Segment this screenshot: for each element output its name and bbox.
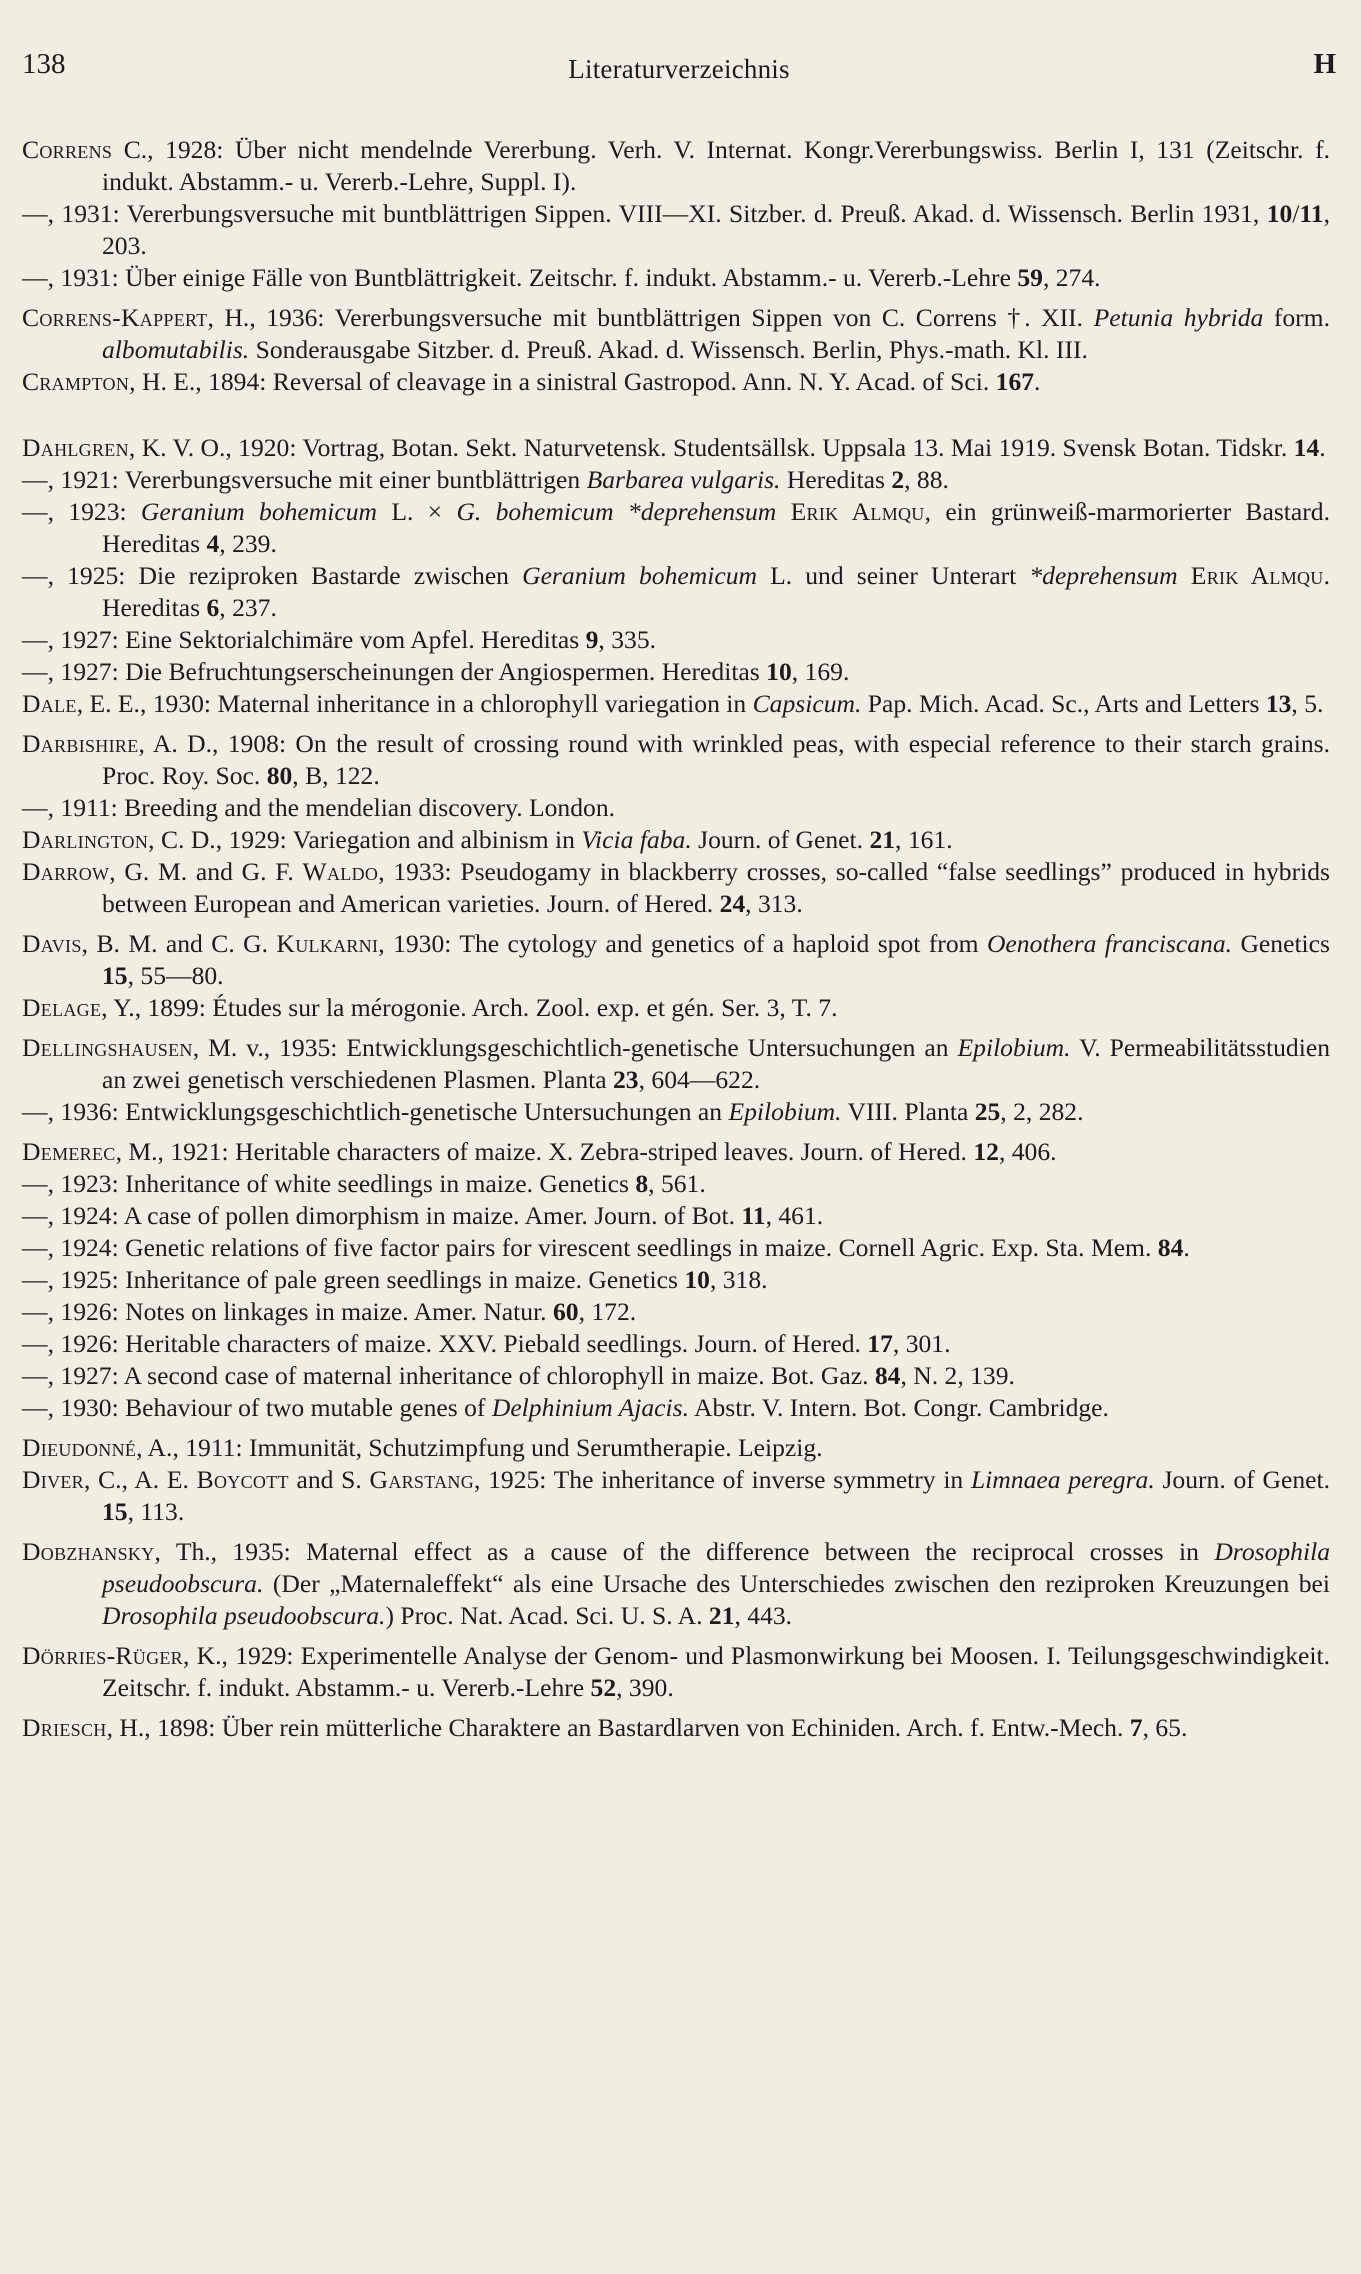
citation-text: , 113. [127, 1497, 185, 1526]
volume-number: 11 [741, 1201, 766, 1230]
citation-text: —, 1927: Die Befruchtungserscheinungen der Angiospermen. Hereditas [22, 657, 767, 686]
citation-text: , H., 1898: Über rein mütterliche Charaktere an Bastardlarven von Echiniden. Arch. f. Entw.-Mech. [106, 1713, 1130, 1742]
reference-entry [22, 1296, 1330, 1328]
reference-entry [22, 1136, 1330, 1168]
citation-text: , 406. [998, 1137, 1057, 1166]
citation-text: V. Permeabilitätsstudien an zwei genetisch verschiedenen Plasmen. Planta [102, 1033, 1330, 1094]
volume-number: 10 [1266, 199, 1293, 228]
volume-number: 6 [206, 593, 220, 622]
citation-text: —, 1931: Vererbungsversuche mit buntblättrigen Sippen. VIII—XI. Sitzber. d. Preuß. Akad. d. Wissensch. Berlin 1931, [22, 199, 1267, 228]
author-name: Dörries-Rüger [22, 1641, 183, 1670]
citation-text: . [1183, 1233, 1190, 1262]
author-name: Dale [22, 689, 77, 718]
citation-text: L. × [377, 497, 457, 526]
reference-entry [22, 1168, 1330, 1200]
citation-text: , 274. [1042, 263, 1101, 292]
citation-text: Abstr. V. Intern. Bot. Congr. Cambridge. [689, 1393, 1109, 1422]
volume-number: 14 [1293, 433, 1320, 462]
italic-text: Oenothera franciscana. [986, 929, 1233, 958]
volume-number: 15 [102, 961, 128, 990]
citation-text: , 443. [734, 1601, 793, 1630]
author-name: Demerec [22, 1137, 116, 1166]
citation-text: , 2, 282. [1000, 1097, 1084, 1126]
reference-entry [22, 928, 1330, 992]
citation-text: , C., A. E. [83, 1465, 197, 1494]
italic-text: albomutabilis. [102, 335, 250, 364]
author-name: Darrow [22, 857, 110, 886]
citation-text: —, 1923: Inheritance of white seedlings in maize. Genetics [22, 1169, 636, 1198]
reference-entry [22, 1232, 1330, 1264]
reference-entry [22, 560, 1330, 624]
citation-text: , B. M. and C. G. [81, 929, 277, 958]
reference-entry [22, 824, 1330, 856]
volume-number: 21 [869, 825, 896, 854]
volume-number: 60 [552, 1297, 579, 1326]
citation-text: , E. E., 1930: Maternal inheritance in a chlorophyll variegation in [76, 689, 753, 718]
page-number: 138 [22, 48, 66, 80]
section-letter: H [1313, 48, 1336, 80]
reference-entry [22, 1432, 1330, 1464]
italic-text: Drosophila pseudoobscura. [102, 1601, 386, 1630]
citation-text: , A., 1911: Immunität, Schutzimpfung und Serumtherapie. Leipzig. [136, 1433, 823, 1462]
citation-text: , 335. [598, 625, 657, 654]
citation-text: L. und seiner Unterart [756, 561, 1030, 590]
author-name: Garstang [369, 1465, 474, 1494]
citation-text: Sonderausgabe Sitzber. d. Preuß. Akad. d. Wissensch. Berlin, Phys.-math. Kl. III. [249, 335, 1088, 364]
citation-text: , 161. [895, 825, 953, 854]
citation-text: / [1292, 199, 1300, 228]
citation-text: —, 1927: Eine Sektorialchimäre vom Apfel. Hereditas [22, 625, 586, 654]
volume-number: 52 [590, 1673, 617, 1702]
citation-text: . Hereditas [102, 561, 1330, 622]
author-name: Crampton [22, 367, 130, 396]
citation-text: —, 1927: A second case of maternal inheritance of chlorophyll in maize. Bot. Gaz. [22, 1361, 875, 1390]
italic-text: G. bohemicum *deprehensum [456, 497, 777, 526]
page-header [22, 48, 1336, 92]
citation-text: —, 1925: Inheritance of pale green seedlings in maize. Genetics [22, 1265, 685, 1294]
author-name: Darbishire [22, 729, 139, 758]
reference-entry [22, 432, 1330, 464]
citation-text: —, 1924: A case of pollen dimorphism in maize. Amer. Journ. of Bot. [22, 1201, 742, 1230]
reference-entry [22, 728, 1330, 792]
citation-text: C., 1928: Über nicht mendelnde Vererbung. Verh. V. Internat. Kongr.Vererbungswiss. Berlin I, 131 (Zeitschr. f. indukt. Abstamm.- u. Vererb.-Lehre, Suppl. I). [102, 135, 1330, 196]
citation-text: —, 1931: Über einige Fälle von Buntblättrigkeit. Zeitschr. f. indukt. Abstamm.- u. Vererb.-Lehre [22, 263, 1018, 292]
citation-text: , K. V. O., 1920: Vortrag, Botan. Sekt. Naturvetensk. Studentsällsk. Uppsala 13. Mai 1919. Svensk Botan. Tidskr. [128, 433, 1294, 462]
italic-text: Epilobium. [957, 1033, 1071, 1062]
reference-entry [22, 688, 1330, 720]
citation-text: —, 1926: Notes on linkages in maize. Amer. Natur. [22, 1297, 553, 1326]
citation-text: and S. [288, 1465, 370, 1494]
author-name: Darlington [22, 825, 149, 854]
bibliography-list [22, 134, 1330, 1744]
italic-text: Vicia faba. [581, 825, 692, 854]
citation-text: Journ. of Genet. [691, 825, 870, 854]
reference-entry [22, 1328, 1330, 1360]
reference-entry [22, 624, 1330, 656]
author-name: Erik Almqu [790, 497, 925, 526]
citation-text: , 604—622. [638, 1065, 761, 1094]
author-name: Dieudonné [22, 1433, 137, 1462]
citation-text: Journ. of Genet. [1154, 1465, 1330, 1494]
citation-text: —, 1911: Breeding and the mendelian discovery. London. [22, 793, 616, 822]
volume-number: 11 [1299, 199, 1324, 228]
volume-number: 13 [1265, 689, 1292, 718]
reference-entry [22, 262, 1330, 294]
citation-text: , G. M. and G. F. [109, 857, 303, 886]
reference-entry [22, 1032, 1330, 1096]
citation-text: , ein grünweiß-marmorierter Bastard. Hereditas [102, 497, 1330, 558]
volume-number: 25 [974, 1097, 1001, 1126]
citation-text: , K., 1929: Experimentelle Analyse der Genom- und Plasmonwirkung bei Moosen. I. Teilungsgeschwindigkeit. Zeitschr. f. indukt. Abstamm.- u. Vererb.-Lehre [102, 1641, 1330, 1702]
volume-number: 10 [684, 1265, 710, 1294]
reference-entry [22, 1096, 1330, 1128]
author-name: Erik Almqu [1190, 561, 1324, 590]
author-name: Correns [22, 135, 113, 164]
citation-text: Genetics [1232, 929, 1330, 958]
citation-text: . [1319, 433, 1326, 462]
italic-text: Delphinium Ajacis. [491, 1393, 689, 1422]
author-name: Davis [22, 929, 82, 958]
citation-text: , 237. [219, 593, 277, 622]
italic-text: *deprehensum [1029, 561, 1178, 590]
citation-text: . [1034, 367, 1041, 396]
citation-text: , 1930: The cytology and genetics of a haploid spot from [378, 929, 987, 958]
citation-text: , B, 122. [292, 761, 380, 790]
author-name: Correns-Kappert [22, 303, 208, 332]
volume-number: 4 [206, 529, 220, 558]
citation-text: VIII. Planta [841, 1097, 975, 1126]
volume-number: 24 [719, 889, 746, 918]
reference-entry [22, 992, 1330, 1024]
reference-entry [22, 656, 1330, 688]
citation-text: , 5. [1291, 689, 1324, 718]
volume-number: 59 [1017, 263, 1043, 292]
author-name: Delage [22, 993, 102, 1022]
reference-entry [22, 464, 1330, 496]
citation-text: , 203. [102, 199, 1330, 260]
italic-text: Drosophila pseudoobscura. [102, 1537, 1330, 1598]
volume-number: 10 [766, 657, 792, 686]
reference-entry [22, 1392, 1330, 1424]
citation-text: —, 1936: Entwicklungsgeschichtlich-genetische Untersuchungen an [22, 1097, 729, 1126]
volume-number: 84 [874, 1361, 901, 1390]
citation-text: , 55—80. [127, 961, 224, 990]
volume-number: 7 [1129, 1713, 1143, 1742]
citation-text: Hereditas [780, 465, 892, 494]
running-title: Literaturverzeichnis [568, 54, 790, 84]
citation-text: , 239. [219, 529, 277, 558]
citation-text: , 172. [578, 1297, 637, 1326]
reference-entry [22, 134, 1330, 198]
reference-entry [22, 366, 1330, 398]
citation-text: —, 1923: [22, 497, 141, 526]
author-name: Boycott [196, 1465, 289, 1494]
citation-text: —, 1925: Die reziproken Bastarde zwischen [22, 561, 523, 590]
citation-text: , M. v., 1935: Entwicklungsgeschichtlich-genetische Untersuchungen an [192, 1033, 958, 1062]
author-name: Dellingshausen [22, 1033, 193, 1062]
citation-text: , 88. [904, 465, 949, 494]
volume-number: 15 [102, 1497, 128, 1526]
citation-text: , Y., 1899: Études sur la mérogonie. Arch. Zool. exp. et gén. Ser. 3, T. 7. [101, 993, 838, 1022]
italic-text: Capsicum. [752, 689, 862, 718]
citation-text: (Der „Maternaleffekt“ als eine Ursache des Unterschiedes zwischen den reziproken Kreuzungen bei [263, 1569, 1330, 1598]
citation-text: , H., 1936: Vererbungsversuche mit buntblättrigen Sippen von C. Correns †. XII. [207, 303, 1094, 332]
reference-entry [22, 1464, 1330, 1528]
citation-text: , M., 1921: Heritable characters of maize. X. Zebra-striped leaves. Journ. of Hered. [115, 1137, 974, 1166]
author-name: Driesch [22, 1713, 107, 1742]
citation-text: , 313. [745, 889, 803, 918]
citation-text: , 65. [1142, 1713, 1188, 1742]
citation-text [1178, 561, 1191, 590]
reference-entry [22, 1360, 1330, 1392]
volume-number: 2 [891, 465, 905, 494]
reference-entry [22, 198, 1330, 262]
volume-number: 12 [973, 1137, 999, 1166]
italic-text: Barbarea vulgaris. [586, 465, 781, 494]
citation-text: —, 1930: Behaviour of two mutable genes of [22, 1393, 492, 1422]
reference-entry [22, 1536, 1330, 1632]
citation-text: —, 1926: Heritable characters of maize. XXV. Piebald seedlings. Journ. of Hered. [22, 1329, 868, 1358]
citation-text: —, 1924: Genetic relations of five factor pairs for virescent seedlings in maize. Cornell Agric. Exp. Sta. Mem. [22, 1233, 1158, 1262]
citation-text: , 1925: The inheritance of inverse symmetry in [474, 1465, 971, 1494]
reference-entry [22, 1712, 1330, 1744]
reference-entry [22, 856, 1330, 920]
citation-text: , N. 2, 139. [900, 1361, 1015, 1390]
italic-text: Limnaea peregra. [970, 1465, 1155, 1494]
citation-text: form. [1263, 303, 1330, 332]
reference-entry [22, 792, 1330, 824]
volume-number: 167 [995, 367, 1035, 396]
citation-text: , 318. [709, 1265, 768, 1294]
author-name: Dahlgren [22, 433, 129, 462]
author-name: Dobzhansky [22, 1537, 155, 1566]
volume-number: 80 [266, 761, 293, 790]
reference-entry [22, 1640, 1330, 1704]
citation-text: , 301. [892, 1329, 951, 1358]
citation-text: Pap. Mich. Acad. Sc., Arts and Letters [861, 689, 1266, 718]
volume-number: 8 [635, 1169, 649, 1198]
citation-text: , 390. [616, 1673, 674, 1702]
citation-text: , 461. [765, 1201, 824, 1230]
author-name: Diver [22, 1465, 84, 1494]
citation-text: ) Proc. Nat. Acad. Sci. U. S. A. [385, 1601, 709, 1630]
volume-number: 9 [585, 625, 599, 654]
author-name: Waldo [302, 857, 379, 886]
citation-text: , H. E., 1894: Reversal of cleavage in a sinistral Gastropod. Ann. N. Y. Acad. of Sci. [129, 367, 996, 396]
italic-text: Geranium bohemicum [522, 561, 757, 590]
reference-entry [22, 302, 1330, 366]
italic-text: Petunia hybrida [1093, 303, 1264, 332]
citation-text: , 169. [791, 657, 850, 686]
volume-number: 84 [1157, 1233, 1184, 1262]
citation-text [776, 497, 790, 526]
citation-text: , A. D., 1908: On the result of crossing round with wrinkled peas, with especial reference to their starch grains. Proc. Roy. Soc. [102, 729, 1330, 790]
citation-text: , 561. [648, 1169, 706, 1198]
volume-number: 21 [708, 1601, 735, 1630]
citation-text: , C. D., 1929: Variegation and albinism in [148, 825, 582, 854]
citation-text: , 1933: Pseudogamy in blackberry crosses, so-called “false seedlings” produced in hybrids between European and American varieties. Journ. of Hered. [102, 857, 1330, 918]
italic-text: Epilobium. [728, 1097, 842, 1126]
italic-text: Geranium bohemicum [140, 497, 378, 526]
volume-number: 17 [867, 1329, 893, 1358]
citation-text: , Th., 1935: Maternal effect as a cause of the difference between the reciprocal crosses in [154, 1537, 1215, 1566]
reference-entry [22, 1264, 1330, 1296]
volume-number: 23 [613, 1065, 639, 1094]
reference-entry [22, 1200, 1330, 1232]
citation-text: —, 1921: Vererbungsversuche mit einer buntblättrigen [22, 465, 587, 494]
author-name: Kulkarni [276, 929, 379, 958]
reference-entry [22, 496, 1330, 560]
